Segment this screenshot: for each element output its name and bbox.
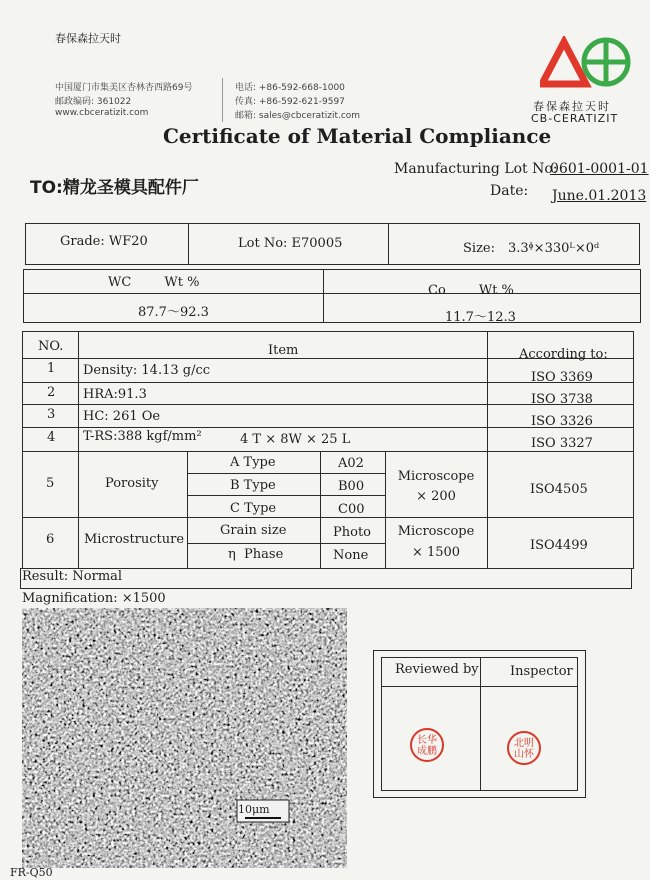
document-title: Certificate of Material Compliance <box>163 124 552 148</box>
reviewer-seal-icon: 长华 成鹏 <box>410 728 444 762</box>
micro-method-2: × 1500 <box>411 545 461 560</box>
inspector-seal-icon: 北明 山怀 <box>507 731 541 765</box>
row-4-extra: 4 T × 8W × 25 L <box>240 432 351 447</box>
inspector-label: Inspector <box>510 664 573 679</box>
micro-std: ISO4499 <box>530 538 588 553</box>
header-item: Item <box>268 343 299 358</box>
wc-value: 87.7～92.3 <box>138 305 209 320</box>
logo-en: CB-CERATIZIT <box>531 112 619 125</box>
porosity-type-a: A Type <box>230 455 276 470</box>
phone: 电话: +86-592-668-1000 <box>235 83 345 93</box>
wc-head: WC Wt % <box>108 275 200 290</box>
fax: 传真: +86-592-621-9597 <box>235 97 345 107</box>
row-4-no: 4 <box>47 430 56 445</box>
company-name: 春保森拉天时 <box>55 32 121 45</box>
micro-grain-size: Grain size <box>220 523 287 538</box>
logo-cn: 春保森拉天时 <box>533 100 611 113</box>
row-3-std: ISO 3326 <box>531 414 593 429</box>
row-5-no: 5 <box>46 476 55 491</box>
date-value: June.01.2013 <box>552 188 647 204</box>
porosity-method-1: Microscope <box>397 469 475 484</box>
magnification: Magnification: ×1500 <box>22 591 166 606</box>
co-head: Co Wt % <box>428 283 514 298</box>
header-divider <box>222 78 223 122</box>
row-2-item: HRA:91.3 <box>83 387 147 402</box>
porosity-value-c: C00 <box>338 502 365 517</box>
size-label: Size: <box>463 241 495 256</box>
porosity-type-c: C Type <box>230 501 277 516</box>
lot-value: 0601-0001-01 <box>550 161 649 177</box>
micro-eta-phase: η Phase <box>228 547 284 562</box>
row-1-std: ISO 3369 <box>531 370 593 385</box>
grade-lot: Lot No: E70005 <box>238 236 343 251</box>
website: www.cbceratizit.com <box>55 108 149 118</box>
micro-label: Microstructure <box>84 532 185 547</box>
porosity-std: ISO4505 <box>530 482 588 497</box>
address-line-2: 邮政编码: 361022 <box>55 97 132 107</box>
address-line-1: 中国厦门市集美区杏林杏西路69号 <box>55 83 193 93</box>
grade: Grade: WF20 <box>60 234 148 249</box>
recipient: TO:精龙圣模具配件厂 <box>30 178 199 198</box>
porosity-value-b: B00 <box>338 479 365 494</box>
porosity-type-b: B Type <box>230 478 276 493</box>
header-no: NO. <box>38 339 64 354</box>
micrograph-image <box>22 608 347 868</box>
porosity-method-2: × 200 <box>416 489 456 504</box>
size-value: 3.3ᶲ×330ᴸ×0ᵈ <box>508 241 600 256</box>
micro-grain-value: Photo <box>333 525 371 540</box>
row-3-item: HC: 261 Oe <box>83 409 161 424</box>
result: Result: Normal <box>22 569 123 584</box>
row-4-std: ISO 3327 <box>531 436 593 451</box>
scale-bar-label: 10μm <box>238 803 270 816</box>
header-according: According to: <box>519 347 608 362</box>
row-1-no: 1 <box>47 361 56 376</box>
micro-method-1: Microscope <box>397 524 475 539</box>
co-value: 11.7～12.3 <box>445 310 516 325</box>
date-label: Date: <box>490 183 529 199</box>
row-3-no: 3 <box>47 407 56 422</box>
row-1-item: Density: 14.13 g/cc <box>83 363 211 378</box>
logo-triangle-icon <box>542 42 586 84</box>
row-4-item: T-RS:388 kgf/mm² <box>83 429 202 444</box>
company-logo <box>540 36 632 96</box>
porosity-label: Porosity <box>105 476 159 491</box>
reviewed-by-label: Reviewed by <box>395 662 479 677</box>
row-6-no: 6 <box>46 532 55 547</box>
row-2-no: 2 <box>47 385 56 400</box>
email: 邮箱: sales@cbceratizit.com <box>235 111 361 121</box>
row-2-std: ISO 3738 <box>531 392 593 407</box>
porosity-value-a: A02 <box>338 456 364 471</box>
micro-eta-value: None <box>333 548 369 563</box>
lot-label: Manufacturing Lot No: <box>394 161 558 177</box>
form-code: FR-Q50 <box>10 866 53 879</box>
